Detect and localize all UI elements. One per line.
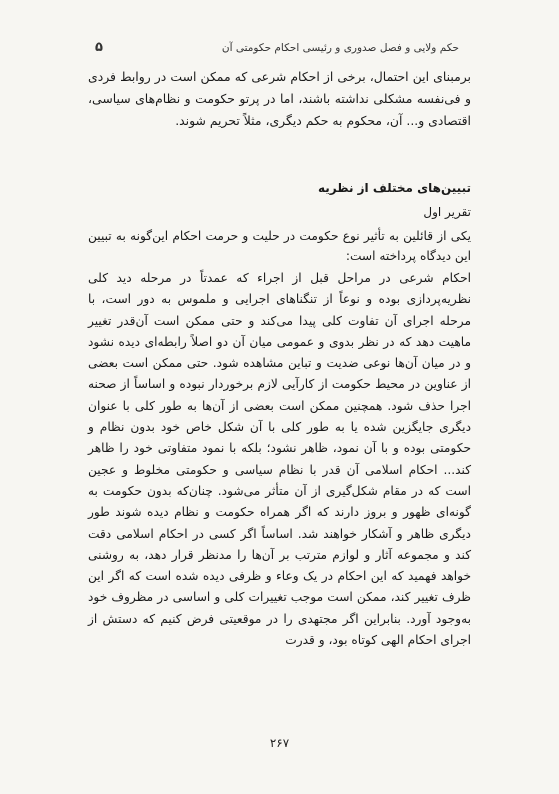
intro-paragraph: برمبنای این احتمال، برخی از احکام شرعی که ممکن است در روابط فردی و فی‌نفسه مشکلی نداشته باشند، اما در پرتو حکومت و نظام‌های سیاسی، اقتصادی و... آن، محکوم به حکم دیگری، مثلاً تحریم شوند. <box>88 69 471 128</box>
body-paragraph-quote: احکام شرعی در مراحل قبل از اجراء که عمدتاً در مرحله دید کلی نظریه‌پردازی بوده و نوعاً از تنگناهای اجرایی و ملموس به دور است، با مرحله اجرای آن تفاوت کلی پیدا می‌کند و حتی ممکن است آن‌قدر تغییر ماهیت دهد که در نظر بدوی و عمومی میان آن دو اصلاً رابطه‌ای دیده نشود و در میان آن‌ها نوعی ضدیت و تباین مشاهده شود. حتی ممکن است بعضی از عناوین در محیط حکومت از کارآیی لازم برخوردار نبوده و اساساً از صحنه اجرا حذف شود. همچنین ممکن است بعضی از آن‌ها به طور کلی با عنوان دیگری جایگزین شده یا به طور کلی با آن شکل خاص خود بدون نظام و حکومتی بوده و با آن نمود، ظاهر نشود؛ بلکه با نمود متفاوتی خود را ظاهر کند... احکام اسلامی آن قدر با نظام سیاسی و حکومتی مخلوط و عجین است که در مقام شکل‌گیری از آن متأثر می‌شود. چنان‌که بدون حکومت به گونه‌ای ظهور و بروز دارند که اگر همراه حکومت و نظام دیده شوند طور دیگری ظاهر و آشکار خواهند شد. اساساً اگر کسی در احکام اسلامی دقت کند و مجموعه آثار و لوازم مترتب بر آن‌ها را مدنظر قرار دهد، به روشنی خواهد فهمید که این احکام در یک وعاء و ظرفی دیده شده است که اگر این ظرف تغییر کند، ممکن است موجب تغییرات کلی و اساسی در مظروف خود به‌وجود آورد. بنابراین اگر مجتهدی را در موقعیتی فرض کنیم که دستش از اجرای احکام الهی کوتاه بود، و قدرت <box>88 271 471 648</box>
header-page-number: ۵ <box>95 40 103 55</box>
footer-page-number: ۲۶۷ <box>269 736 290 750</box>
section-subheading: تقریر اول <box>423 205 471 219</box>
running-header-title: حکم ولایی و فصل صدوری و رئیسی احکام حکومتی آن <box>221 41 459 54</box>
body-paragraph-intro: یکی از قائلین به تأثیر نوع حکومت در حلیت و حرمت احکام این‌گونه به تبیین این دیدگاه پرداخته است: <box>88 229 471 263</box>
section-heading: تبیین‌های مختلف از نظریه <box>318 181 471 195</box>
running-header <box>95 40 459 55</box>
